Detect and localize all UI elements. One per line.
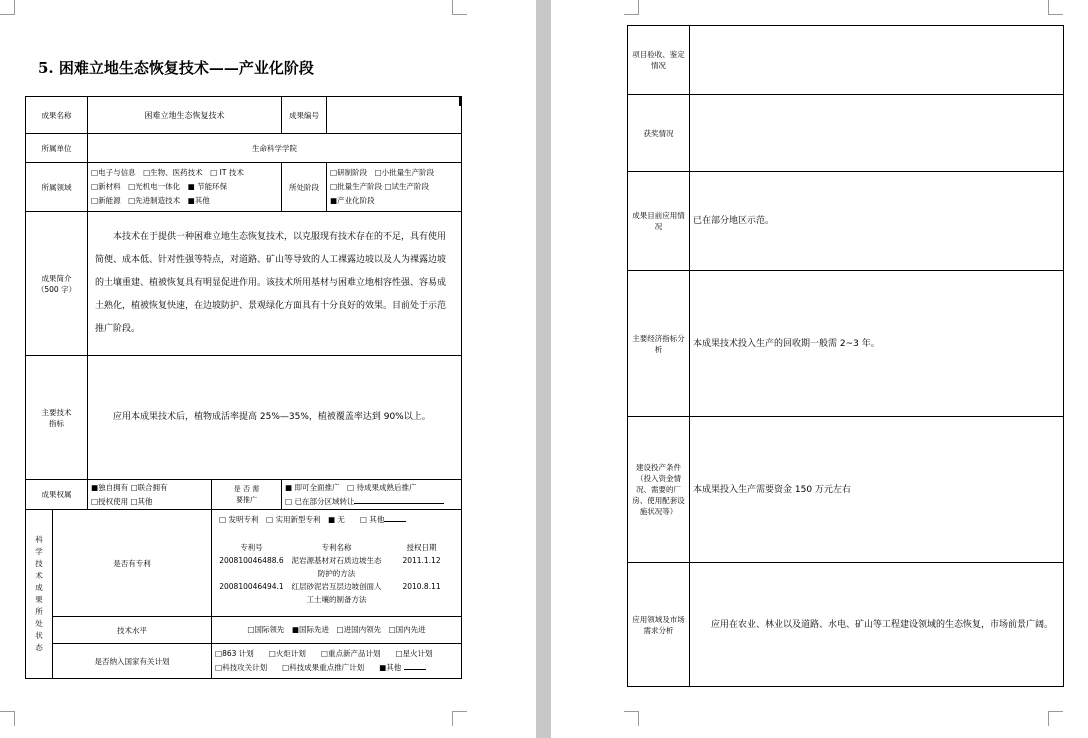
- tech-level-options[interactable]: □国际领先 ■国际先进 □进国内领先 □国内先进: [212, 617, 462, 644]
- stage-options[interactable]: [327, 163, 462, 212]
- patent-date: 2011.1.12: [402, 556, 441, 565]
- promotion-label-text: 是 否 需: [233, 484, 260, 493]
- patent-header: 授权日期: [406, 543, 437, 552]
- stage-options-line: ■产业化阶段: [330, 196, 375, 205]
- economic-index-value[interactable]: 本成果技术投入生产的回收期一般需 2~3 年。: [690, 271, 1064, 417]
- index-cell[interactable]: [88, 356, 462, 480]
- awards-label: 获奖情况: [628, 95, 690, 172]
- rights-label: 成果权属: [26, 480, 88, 510]
- fill-in-blank[interactable]: [354, 495, 444, 504]
- intro-label: [26, 212, 88, 356]
- awards-value[interactable]: [690, 95, 1064, 172]
- application-status-label: 成果目前应用情况: [628, 172, 690, 271]
- section-heading: 5. 困难立地生态恢复技术——产业化阶段: [38, 59, 314, 77]
- market-analysis-label: 应用领域及市场需求分析: [628, 563, 690, 687]
- field-options[interactable]: [88, 163, 282, 212]
- fill-in-blank[interactable]: [404, 661, 426, 670]
- promotion-options-line: ■ 即可全面推广 □ 待成果成熟后推广: [285, 482, 417, 492]
- promotion-region-text: □ 已在部分区域转让: [285, 496, 355, 506]
- field-options-line: □新材料 □光机电一体化 ■ 节能环保: [91, 182, 228, 191]
- plan-options[interactable]: [212, 644, 462, 679]
- field-options-line: □电子与信息 □生物、医药技术 □ IT 技术: [91, 168, 244, 177]
- patent-header: 专利号: [240, 543, 263, 552]
- patent-type-text: □ 发明专利 □ 实用新型专利 ■ 无 □ 其他: [219, 515, 385, 524]
- rights-options[interactable]: [88, 480, 212, 510]
- production-conditions-value[interactable]: 本成果投入生产需要资金 150 万元左右: [690, 417, 1064, 563]
- status-label-cell: [26, 510, 53, 679]
- patent-date: 2010.8.11: [402, 582, 441, 591]
- crop-mark: [624, 0, 639, 15]
- economic-index-label: 主要经济指标分析: [628, 271, 690, 417]
- crop-mark: [624, 711, 639, 726]
- patent-details[interactable]: [212, 510, 462, 617]
- promotion-label: [212, 480, 282, 510]
- name-value[interactable]: 困难立地生态恢复技术: [88, 97, 282, 134]
- intro-text: 本技术在于提供一种困难立地生态恢复技术，以克服现有技术存在的不足，具有使用简便、成本低、针对性强等特点，对道路、矿山等导致的人工裸露边坡以及人为裸露边坡的土壤重建、植被恢复具有明显促进作用。该技术所用基材与困难立地相容性强、容易成土熟化，植被恢复快速，在边坡防护、景观绿化方面具有十分良好的效果。目前处于示范推广阶段。: [95, 232, 447, 334]
- intro-label-text: 成果简介: [41, 273, 72, 283]
- index-label-text-2: 指标: [49, 418, 64, 428]
- achievement-form-table-continued: [627, 25, 1064, 687]
- stage-options-line: □批量生产阶段 □试生产阶段: [330, 182, 430, 191]
- patent-header: 专利名称: [321, 543, 352, 552]
- patent-number: 200810046494.1: [219, 582, 284, 591]
- crop-mark: [452, 0, 467, 15]
- promotion-options[interactable]: [282, 480, 462, 510]
- code-value[interactable]: [327, 97, 462, 134]
- market-analysis-value[interactable]: 应用在农业、林业以及道路、水电、矿山等工程建设领域的生态恢复，市场前景广阔。: [690, 563, 1064, 687]
- crop-mark: [0, 711, 15, 726]
- crop-mark: [452, 711, 467, 726]
- rights-options-line: ■独自拥有 □联合拥有: [91, 482, 168, 492]
- status-label: 科学技术成果所处状态: [35, 535, 43, 652]
- document-page-left: [0, 0, 536, 738]
- patent-type-options: [215, 513, 458, 527]
- plan-options-line: [215, 661, 458, 675]
- index-text: 应用本成果技术后，植物成活率提高 25%—35%，植被覆盖率达到 90%以上。: [113, 412, 431, 422]
- patent-table: [215, 541, 458, 606]
- fill-in-blank[interactable]: [384, 513, 406, 522]
- code-label: 成果编号: [282, 97, 327, 134]
- field-options-line: □新能源 □先进制造技术 ■其他: [91, 196, 210, 205]
- field-label: 所属领域: [26, 163, 88, 212]
- plan-options-text: □科技攻关计划 □科技成果重点推广计划 ■其他: [215, 663, 402, 672]
- acceptance-label: 项目验收、鉴定情况: [628, 26, 690, 95]
- patent-name: 泥岩源基材对石质边坡生态防护的方法: [291, 556, 382, 578]
- page-gutter: [536, 0, 551, 738]
- unit-label: 所属单位: [26, 134, 88, 163]
- unit-value[interactable]: 生命科学学院: [88, 134, 462, 163]
- achievement-form-table: [25, 96, 462, 679]
- acceptance-value[interactable]: [690, 26, 1064, 95]
- patent-label: 是否有专利: [53, 510, 212, 617]
- crop-mark: [0, 0, 15, 15]
- intro-label-note: （500 字）: [36, 284, 77, 294]
- production-conditions-label: 建设投产条件（投入资金情况、需要的厂房、使用配套设施状况等）: [628, 417, 690, 563]
- stage-label: 所处阶段: [282, 163, 327, 212]
- promotion-options-line: [285, 495, 458, 509]
- index-label-text: 主要技术: [41, 407, 72, 417]
- plan-options-line: □863 计划 □火炬计划 □重点新产品计划 □星火计划: [215, 649, 433, 658]
- rights-options-line: □授权使用 □其他: [91, 496, 153, 506]
- name-label: 成果名称: [26, 97, 88, 134]
- plan-label: 是否纳入国家有关计划: [53, 644, 212, 679]
- promotion-label-text-2: 要推广: [236, 495, 257, 504]
- intro-cell[interactable]: [88, 212, 462, 356]
- patent-number: 200810046488.6: [219, 556, 284, 565]
- application-status-value[interactable]: 已在部分地区示范。: [690, 172, 1064, 271]
- crop-mark: [1048, 711, 1063, 726]
- tech-level-label: 技术水平: [53, 617, 212, 644]
- index-label: [26, 356, 88, 480]
- stage-options-line: □研制阶段 □小批量生产阶段: [330, 168, 435, 177]
- patent-name: 红层砂泥岩互层边坡创面人工土壤的制备方法: [291, 582, 382, 604]
- crop-mark: [1048, 0, 1063, 15]
